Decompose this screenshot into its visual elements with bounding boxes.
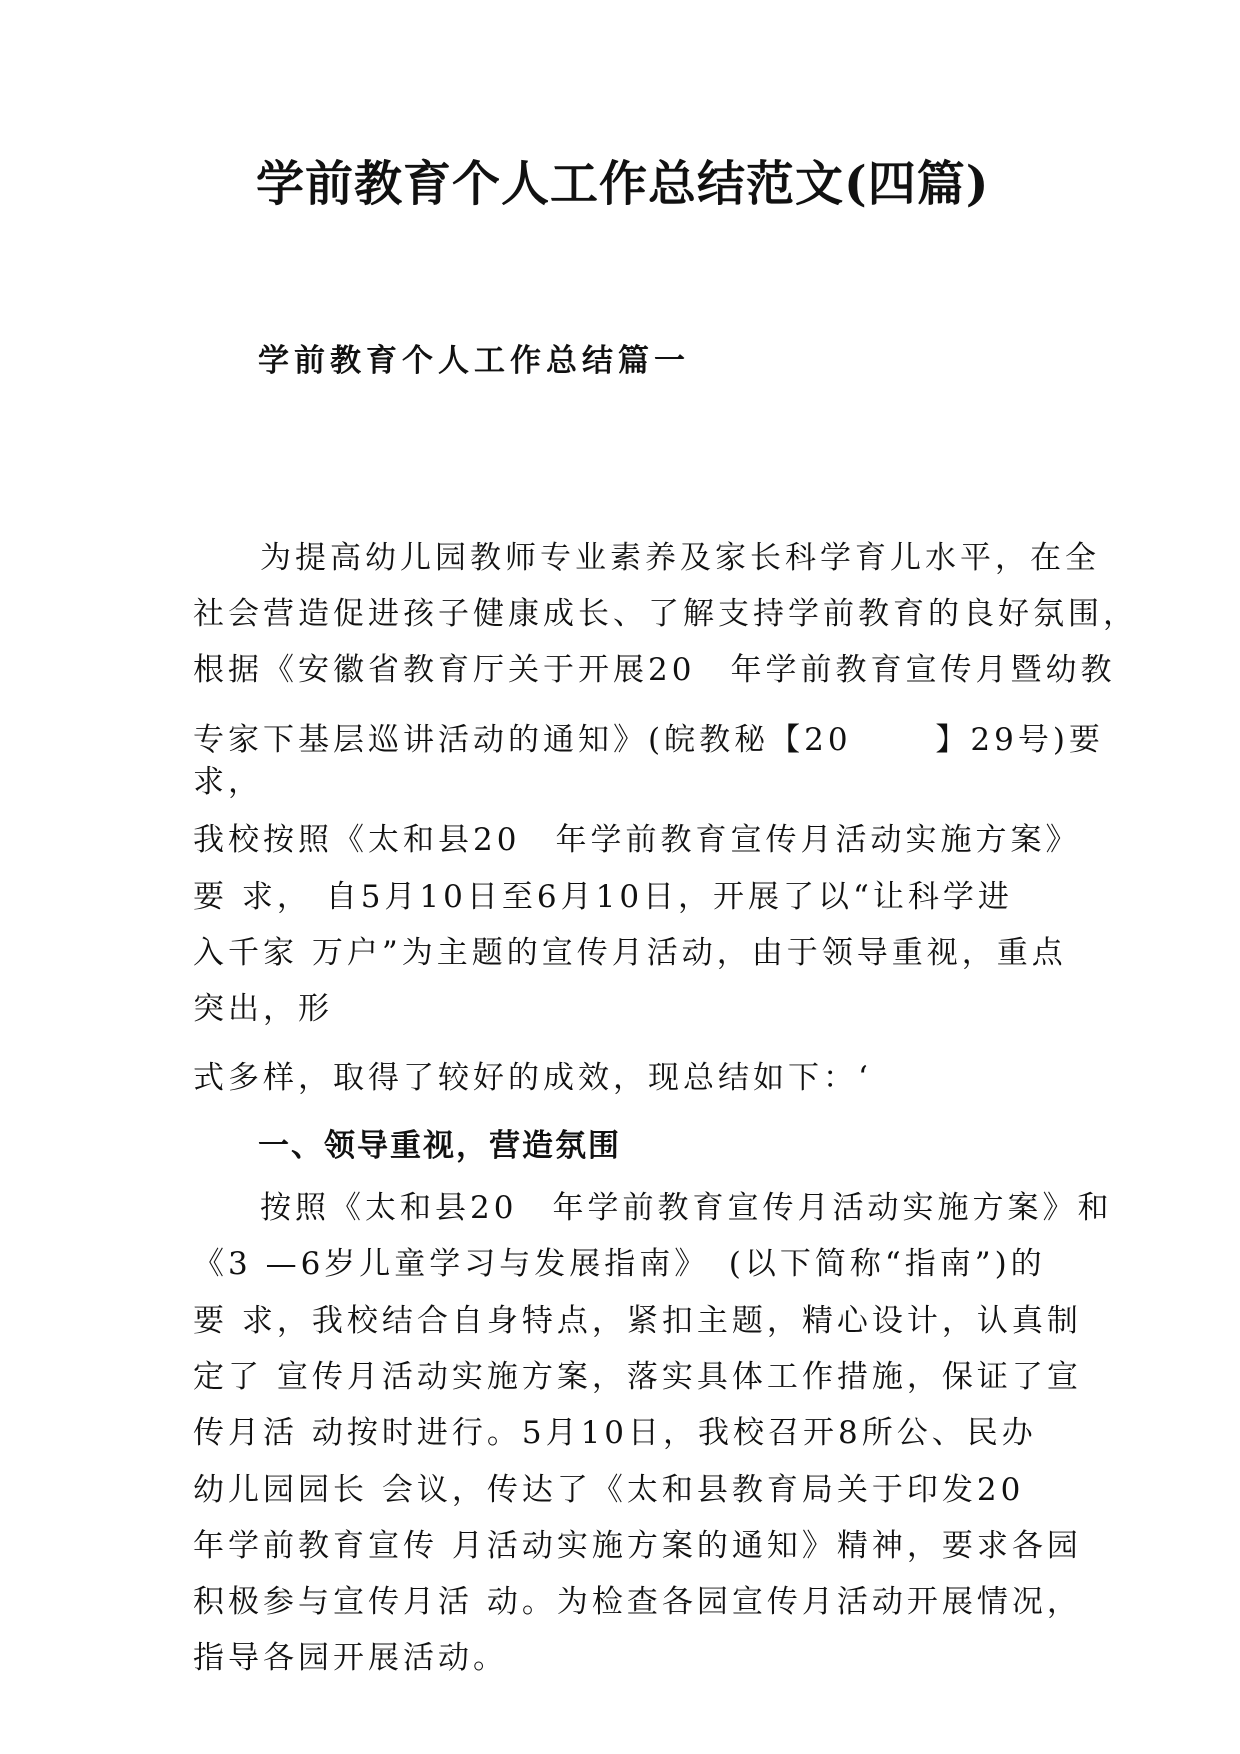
section-line-5: 传月活 动按时进行。5月10日，我校召开8所公、民办: [193, 1415, 1037, 1451]
intro-line-6: 我校按照《太和县20 年学前教育宣传月活动实施方案》: [193, 822, 1081, 858]
section-line-2: 《3 —6岁儿童学习与发展指南》 (以下简称“指南”)的: [193, 1246, 1046, 1282]
section-line-8: 积极参与宣传月活 动。为检查各园宣传月活动开展情况，: [193, 1584, 1082, 1620]
intro-line-5: 求，: [193, 764, 263, 800]
section-subtitle: 学前教育个人工作总结篇一: [258, 343, 690, 379]
intro-line-3: 根据《安徽省教育厅关于开展20 年学前教育宣传月暨幼教: [193, 652, 1116, 688]
intro-line-2: 社会营造促进孩子健康成长、了解支持学前教育的良好氛围，: [193, 596, 1138, 632]
document-title: 学前教育个人工作总结范文(四篇): [256, 156, 990, 212]
section-line-4: 定了 宣传月活动实施方案，落实具体工作措施，保证了宣: [193, 1359, 1082, 1395]
intro-line-9: 突出，形: [193, 991, 333, 1027]
intro-line-10: 式多样，取得了较好的成效，现总结如下：‘: [193, 1060, 872, 1096]
section-line-3: 要 求，我校结合自身特点，紧扣主题，精心设计，认真制: [193, 1303, 1082, 1339]
section-heading: 一、领导重视，营造氛围: [258, 1128, 621, 1164]
intro-line-7: 要 求， 自5月10日至6月10日，开展了以“让科学进: [193, 879, 1013, 915]
intro-line-1: 为提高幼儿园教师专业素养及家长科学育儿水平，在全: [260, 540, 1100, 576]
section-line-1: 按照《太和县20 年学前教育宣传月活动实施方案》和: [260, 1190, 1113, 1226]
intro-line-4: 专家下基层巡讲活动的通知》(皖教秘【20 】29号)要: [193, 722, 1104, 758]
section-line-9: 指导各园开展活动。: [193, 1640, 508, 1676]
intro-line-8: 入千家 万户”为主题的宣传月活动，由于领导重视，重点: [193, 935, 1067, 971]
section-line-7: 年学前教育宣传 月活动实施方案的通知》精神，要求各园: [193, 1528, 1082, 1564]
section-line-6: 幼儿园园长 会议，传达了《太和县教育局关于印发20: [193, 1472, 1025, 1508]
